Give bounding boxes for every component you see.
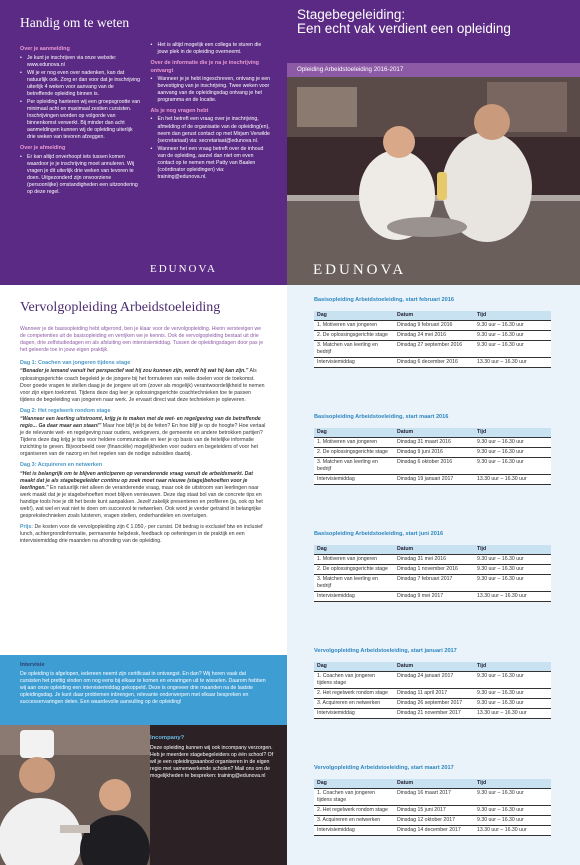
table-row	[314, 698, 551, 708]
table-cell: 9.30 uur – 16.30 uur	[474, 457, 551, 474]
schedule-title: Vervolgopleiding Arbeidstoeleiding, start januari 2017	[314, 648, 457, 654]
table-cell: Dinsdag 19 januari 2017	[394, 474, 474, 484]
table-cell: Intervisiemiddag	[314, 357, 394, 367]
handig-column-left	[20, 42, 141, 197]
day-quote: “Wanneer een leerling uitstroomt, krijg je te maken met de wet- en regelgeving van de betreffende regio... Ga daar maar aan staan!”	[20, 416, 261, 430]
table-row	[314, 447, 551, 457]
column-header: Tijd	[474, 545, 551, 555]
table-row	[314, 708, 551, 718]
schedule-table	[314, 779, 551, 836]
table-row	[314, 591, 551, 601]
intervisie-text: De opleiding is afgelopen, iedereen neemt zijn certificaat in ontvangst. En dan? Wij horen vaak dat cursisten het prettig vinden om nog eens bij elkaar te komen en ervaringen uit te wisselen. Daarom hebben wij aan onze opleiding een intervisiemiddag gekoppeld. Deze is ongeveer drie maanden na de laatste opleidingsdag. Je kunt daar problemen inbrengen, relevante onderwerpen met elkaar bespreken en successervaringen delen. Een waardevolle aanvulling op de opleiding!	[20, 670, 266, 705]
column-header: Tijd	[474, 428, 551, 438]
table-cell: 3. Matchen van leerling en bedrijf	[314, 574, 394, 591]
vervolg-days	[20, 360, 267, 520]
column-header: Dag	[314, 428, 394, 438]
table-cell: 9.30 uur – 16.30 uur	[474, 815, 551, 825]
table-cell: 2. De oplossingsgerichte stage	[314, 447, 394, 457]
table-cell: Dinsdag 6 december 2016	[394, 357, 474, 367]
schedule-table	[314, 311, 551, 368]
schedule-block	[314, 531, 555, 648]
edunova-logo-large: EDUNOVA	[313, 262, 407, 278]
table-cell: Dinsdag 24 januari 2017	[394, 671, 474, 688]
table-row	[314, 437, 551, 447]
table-cell: Intervisiemiddag	[314, 825, 394, 835]
stage-subtitle: Opleiding Arbeidstoeleiding 2016-2017	[287, 63, 580, 77]
incompany-panel	[0, 725, 287, 865]
bullet-text: Wil je er nog even over nadenken, kan dat natuurlijk ook. Zorg er dan voor dat je inschrijving uiterlijk 4 weken voor aanvang van de betreffende opleiding binnen is.	[27, 69, 141, 97]
schedule-table	[314, 428, 551, 485]
table-cell: 3. Matchen van leerling en bedrijf	[314, 340, 394, 357]
table-row	[314, 788, 551, 805]
day-body: En natuurlijk niet alleen de veranderende vraag, maar ook de uitstroom van leerlingen naar werk maakt dat je je stagebehoeften moet blijven vernieuwen. Deze dag staat bol van de concrete tips en handige tools hoe je dit het beste kunt aanpakken. Jezelf zakelijk presenteren en profileren (ja, ook op het web!), wat wel en wat niet te doen om succesvol te netwerken. Ook word je verder getraind in belangrijke gesprekstechnieken zoals luisteren, vragen stellen, onderhandelen en overtuigen.	[20, 484, 263, 520]
header-row	[314, 779, 551, 789]
bullet-text: En het betreft een vraag over je inschrijving, afmelding of de organisatie van de opleiding(en), neem dan gerust contact op met Mirjam Verwilde (secretariaat) via: secretariaat@edunova.nl.	[157, 116, 270, 144]
day-quote: “Het is belangrijk om te blijven anticiperen op veranderende vraag vanuit de arbeidsmarkt. Dat maakt dat je als stagebegeleider continu op zoek moet naar nieuwe (stage)behoeften voor je leerlingen.”	[20, 470, 253, 491]
day-paragraph	[20, 368, 267, 403]
table-cell: 13.30 uur – 16.30 uur	[474, 591, 551, 601]
vervolg-intro: Wanneer je de basisopleiding hebt afgerond, ben je klaar voor de vervolgopleiding. Hierin verstevigen we de competenties uit de basisopleiding en verrijken we je kennis. Ook de vervolgopleiding bestaat uit drie dagen, drie zelfstudiedagen en als afsluiting een intervisiemiddag. Tussen de opleidingsdagen door pas je het geleerde toe in jouw eigen praktijk.	[20, 325, 264, 354]
column-header: Datum	[394, 779, 474, 789]
bullet-dot: •	[150, 42, 153, 49]
table-row	[314, 340, 551, 357]
header-row	[314, 311, 551, 321]
bullet-item	[151, 116, 272, 144]
schedule-block	[314, 297, 555, 414]
section-heading: Over je afmelding	[20, 145, 66, 152]
table-cell: 2. De oplossingsgerichte stage	[314, 330, 394, 340]
column-header: Datum	[394, 545, 474, 555]
table-row	[314, 320, 551, 330]
table-cell: Dinsdag 27 september 2016	[394, 340, 474, 357]
table-cell: 9.30 uur – 16.30 uur	[474, 554, 551, 564]
schedule-title: Basisopleiding Arbeidstoeleiding, start februari 2016	[314, 297, 454, 303]
table-row	[314, 671, 551, 688]
table-cell: Dinsdag 12 oktober 2017	[394, 815, 474, 825]
table-row	[314, 805, 551, 815]
table-row	[314, 357, 551, 367]
bullet-item	[20, 154, 141, 196]
table-row	[314, 564, 551, 574]
bullet-item	[20, 55, 141, 69]
day-heading: Dag 3: Acquireren en netwerken	[20, 462, 103, 469]
table-cell: Dinsdag 15 juni 2017	[394, 805, 474, 815]
header-row	[314, 428, 551, 438]
section-heading: Als je nog vragen hebt	[150, 108, 209, 115]
table-cell: 9.30 uur – 16.30 uur	[474, 574, 551, 591]
intervisie-panel	[0, 655, 287, 725]
table-cell: 9.30 uur – 16.30 uur	[474, 437, 551, 447]
table-cell: 1. Coachen van jongeren tijdens stage	[314, 788, 394, 805]
table-cell: 1. Motiveren van jongeren	[314, 320, 394, 330]
column-header: Datum	[394, 662, 474, 672]
day-body: Maar hoe blijf je bij de feiten? En hoe blijf je op de hoogte? Hoe vertaal je de relevante wet- en regelgeving naar ouders, werkgevers, de gemeente en andere betrokken partijen? Tijdens deze dag krijg je tips voor heldere communicatie en leer je op basis van de feitelijke informatie inzichting te geven. Bijvoorbeeld over (financiële) mogelijkheden voor ouders en begeleiders of voor het organiseren van de nazorg en het regelen van de nodige subsidies daarbij.	[20, 423, 266, 458]
bullet-item	[151, 146, 272, 181]
column-header: Datum	[394, 428, 474, 438]
stage-panel	[287, 0, 580, 285]
table-cell: Dinsdag 24 mei 2016	[394, 330, 474, 340]
table-cell: Dinsdag 6 oktober 2016	[394, 457, 474, 474]
vervolg-panel	[0, 285, 287, 655]
table-row	[314, 688, 551, 698]
table-cell: 13.30 uur – 16.30 uur	[474, 708, 551, 718]
table-cell: 9.30 uur – 16.30 uur	[474, 671, 551, 688]
bullet-item	[20, 70, 141, 98]
table-row	[314, 554, 551, 564]
day-paragraph	[20, 416, 267, 458]
table-row	[314, 574, 551, 591]
table-cell: 9.30 uur – 16.30 uur	[474, 320, 551, 330]
table-cell: Dinsdag 31 maart 2016	[394, 437, 474, 447]
table-cell: 2. Het regelwerk rondom stage	[314, 805, 394, 815]
schedule-block	[314, 765, 555, 865]
table-cell: 3. Acquireren en netwerken	[314, 815, 394, 825]
table-cell: 9.30 uur – 16.30 uur	[474, 564, 551, 574]
intervisie-heading: Intervisie	[20, 662, 45, 668]
incompany-text: Deze opleiding kunnen wij ook incompany verzorgen. Heb je meerdere stagebegeleiders op één school? Of wil je een opleidingsaanbod organiseren in de eigen regio met samenwerkende scholen? Mail ons om de mogelijkheden te bespreken: training@edunova.nl	[150, 744, 274, 780]
header-row	[314, 662, 551, 672]
table-cell: 9.30 uur – 16.30 uur	[474, 340, 551, 357]
handig-panel	[0, 0, 287, 285]
bullet-dot: •	[20, 153, 22, 160]
bullet-text: Je kunt je inschrijven via onze website: www.edunova.nl	[27, 54, 117, 68]
prijs-paragraph	[20, 524, 267, 545]
table-cell: 9.30 uur – 16.30 uur	[474, 330, 551, 340]
table-cell: 13.30 uur – 16.30 uur	[474, 474, 551, 484]
bullet-dot: •	[20, 54, 22, 61]
bullet-text: Wanneer het een vraag betreft over de inhoud van de opleiding, aarzel dan niet om even contact op te nemen met Patty van Baalen (coördinator opleidingen) via: training@edunova.nl.	[157, 145, 264, 180]
header-row	[314, 545, 551, 555]
column-header: Tijd	[474, 779, 551, 789]
table-row	[314, 815, 551, 825]
bullet-dot: •	[150, 75, 153, 82]
table-cell: 1. Motiveren van jongeren	[314, 554, 394, 564]
table-cell: 13.30 uur – 16.30 uur	[474, 357, 551, 367]
table-cell: 1. Motiveren van jongeren	[314, 437, 394, 447]
stage-header	[287, 0, 580, 63]
stage-title-line1: Stagebegeleiding:	[297, 7, 406, 22]
table-row	[314, 330, 551, 340]
table-cell: Dinsdag 1 november 2016	[394, 564, 474, 574]
stage-title-line2: Een echt vak verdient een opleiding	[297, 21, 511, 37]
edunova-logo: EDUNOVA	[150, 263, 217, 275]
table-cell: 2. De oplossingsgerichte stage	[314, 564, 394, 574]
table-cell: Dinsdag 11 april 2017	[394, 688, 474, 698]
column-header: Tijd	[474, 662, 551, 672]
schedule-tables	[287, 285, 580, 865]
bullet-text: Er kan altijd onverhoopt iets tussen komen waardoor je je inschrijving moet annuleren. Wij vragen je dit uiterlijk drie weken van tevoren te doen. Uitgezonderd zijn onvoorziene (persoonlijke) omstandigheden een uitzondering op deze regel.	[27, 153, 138, 195]
bullet-dot: •	[150, 145, 153, 152]
table-cell: Dinsdag 14 december 2017	[394, 825, 474, 835]
column-header: Dag	[314, 779, 394, 789]
section-heading: Over je aanmelding	[20, 46, 70, 53]
table-cell: 3. Matchen van leerling en bedrijf	[314, 457, 394, 474]
table-cell: Dinsdag 21 november 2017	[394, 708, 474, 718]
bullet-text: Per opleiding hanteren wij een groepsgrootte van minimaal acht en maximaal zestien cursisten. Inschrijvingen worden op volgorde van binnenkomst verwerkt. Bij minder dan acht aanmeldingen kunnen wij de opleiding uiterlijk drie weken van tevoren afzeggen.	[27, 98, 141, 141]
table-cell: 3. Acquireren en netwerken	[314, 698, 394, 708]
table-cell: Dinsdag 26 september 2017	[394, 698, 474, 708]
incompany-box	[150, 735, 280, 780]
bullet-item	[151, 76, 272, 104]
schedule-block	[314, 648, 555, 765]
bullet-dot: •	[20, 98, 22, 105]
table-cell: 9.30 uur – 16.30 uur	[474, 698, 551, 708]
column-header: Dag	[314, 545, 394, 555]
table-row	[314, 474, 551, 484]
table-cell: 13.30 uur – 16.30 uur	[474, 825, 551, 835]
table-cell: Dinsdag 9 juni 2016	[394, 447, 474, 457]
table-row	[314, 825, 551, 835]
schedule-title: Basisopleiding Arbeidstoeleiding, start maart 2016	[314, 414, 449, 420]
column-header: Dag	[314, 662, 394, 672]
prijs-text: De kosten voor de vervolgopleiding zijn € 1.050,- per cursist. Dit bedrag is exclusief btw en inclusief lunch, achtergrondinformatie, permanente helpdesk, feedback op oefeningen in de praktijk en een intervisiemiddag drie maanden na afronding van de opleiding.	[20, 524, 263, 545]
table-row	[314, 457, 551, 474]
schedule-title: Basisopleiding Arbeidstoeleiding, start juni 2016	[314, 531, 444, 537]
day-heading: Dag 1: Coachen van jongeren tijdens stage	[20, 360, 131, 367]
day-paragraph	[20, 471, 267, 520]
column-header: Datum	[394, 311, 474, 321]
table-cell: 2. Het regelwerk rondom stage	[314, 688, 394, 698]
bullet-dot: •	[150, 116, 153, 123]
table-cell: Intervisiemiddag	[314, 474, 394, 484]
day-heading: Dag 2: Het regelwerk rondom stage	[20, 407, 111, 414]
schedule-table	[314, 545, 551, 602]
handig-column-right	[151, 42, 272, 197]
bullet-text: Wanneer je je hebt ingeschreven, ontvang je een bevestiging van je inschrijving. Twee weken voor aanvang van de opleidingsdag ontvang je het programma en de locatie.	[157, 75, 271, 104]
schedule-title: Vervolgopleiding Arbeidstoeleiding, start maart 2017	[314, 765, 454, 771]
day-quote: “Benader je iemand vanuit het perspectief wat hij zou kunnen zijn, wordt hij wat hij kan zijn.”	[20, 368, 249, 375]
bullet-text: Het is altijd mogelijk een collega te sturen die jouw plek in de opleiding overneemt.	[157, 42, 262, 56]
day-body: Als oplossingsgerichte coach begeleid je de jongere bij het formuleren van reële doelen voor de toekomst. Door goede vragen te stellen daag je de jongere uit om (zover als mogelijk) verantwoordelijkheid te nemen voor zijn eigen toekomst. Tijdens deze dag leer je oplossingsgerichte coachtechnieken toe te passen tijdens de begeleiding van jongeren naar werk. Je ervaart direct wat deze technieken je opleveren.	[20, 368, 265, 403]
table-cell: Dinsdag 9 mei 2017	[394, 591, 474, 601]
table-cell: Dinsdag 7 februari 2017	[394, 574, 474, 591]
incompany-heading: Incompany?	[150, 735, 185, 741]
bullet-item	[20, 99, 141, 141]
prijs-label: Prijs:	[20, 524, 33, 531]
table-cell: Dinsdag 9 februari 2016	[394, 320, 474, 330]
table-cell: 1. Coachen van jongeren tijdens stage	[314, 671, 394, 688]
chefs-photo	[0, 725, 150, 865]
schedule-table	[314, 662, 551, 719]
section-heading: Over de informatie die je na je inschrijving ontvangt	[150, 60, 259, 74]
table-cell: Intervisiemiddag	[314, 708, 394, 718]
table-cell: 9.30 uur – 16.30 uur	[474, 688, 551, 698]
bullet-item	[151, 42, 272, 56]
table-cell: 9.30 uur – 16.30 uur	[474, 788, 551, 805]
schedule-block	[314, 414, 555, 531]
table-cell: Intervisiemiddag	[314, 591, 394, 601]
bullet-dot: •	[20, 69, 22, 76]
table-cell: 9.30 uur – 16.30 uur	[474, 447, 551, 457]
column-header: Dag	[314, 311, 394, 321]
table-cell: Dinsdag 16 maart 2017	[394, 788, 474, 805]
column-header: Tijd	[474, 311, 551, 321]
handig-title: Handig om te weten	[20, 15, 130, 30]
table-cell: Dinsdag 31 mei 2016	[394, 554, 474, 564]
kitchen-photo	[287, 77, 580, 285]
table-cell: 9.30 uur – 16.30 uur	[474, 805, 551, 815]
vervolg-title: Vervolgopleiding Arbeidstoeleiding	[20, 300, 221, 315]
